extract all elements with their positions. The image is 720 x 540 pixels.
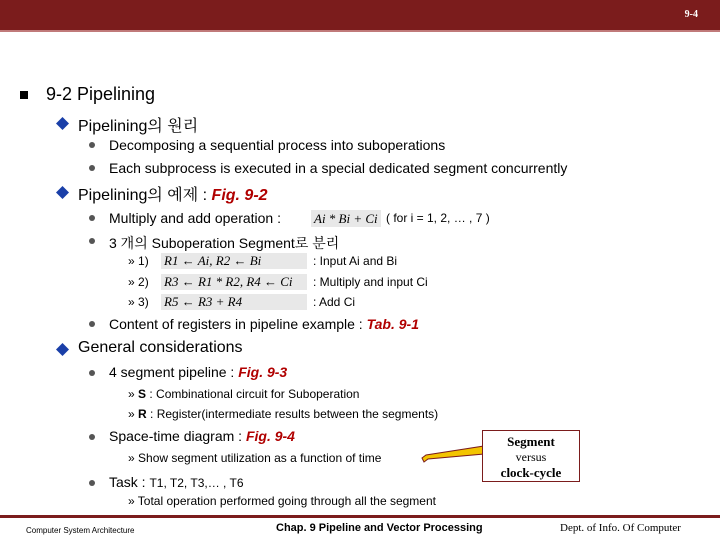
item-text: Task : (109, 474, 150, 490)
step-marker: » 1) (128, 254, 149, 268)
item-text: Space-time diagram : (109, 428, 246, 444)
sub-item-s: » S : Combinational circuit for Suboperation (128, 387, 360, 401)
segment-callout (482, 430, 580, 482)
sub-text: Show segment utilization as a function of time (138, 451, 382, 465)
diamond-bullet-icon (56, 343, 69, 356)
callout-arrow-icon (420, 444, 486, 464)
dot-bullet-icon (89, 321, 95, 327)
header-divider (0, 30, 720, 32)
list-item-pipeline (109, 364, 287, 380)
sub-text: Total operation performed going through all the segment (137, 494, 436, 508)
formula-box: Ai * Bi + Ci (311, 210, 381, 227)
callout-line: clock-cycle (500, 465, 562, 480)
section-heading-example (78, 182, 268, 205)
dot-bullet-icon (89, 142, 95, 148)
header-bar (0, 0, 720, 30)
step-marker: » 3) (128, 295, 149, 309)
formula-box: R3 ← R1 * R2, R4 ← Ci (161, 274, 307, 290)
callout-line: Segment (507, 434, 555, 449)
diamond-bullet-icon (56, 186, 69, 199)
sub-text: : Combinational circuit for Suboperation (146, 387, 360, 401)
list-item-spacetime (109, 428, 295, 444)
section-heading-principle: Pipelining의 원리 (78, 118, 199, 135)
sub-key: R (138, 407, 147, 421)
dot-bullet-icon (89, 238, 95, 244)
sub-key: S (138, 387, 147, 401)
step-description: : Add Ci (313, 295, 356, 309)
step-number: 2) (138, 275, 149, 289)
list-item-task (109, 474, 244, 490)
formula-box: R5 ← R3 + R4 (161, 294, 307, 310)
formula-box: R1 ← Ai, R2 ← Bi (161, 253, 307, 269)
figure-reference: Fig. 9-3 (238, 364, 288, 380)
footer-center: Chap. 9 Pipeline and Vector Processing (276, 522, 483, 534)
list-item-content (109, 316, 419, 332)
step-number: 3) (138, 295, 149, 309)
footer-divider (0, 515, 720, 518)
page-number: 9-4 (684, 9, 698, 20)
list-item-segments: 3 개의 Suboperation Segment로 분리 (109, 235, 340, 251)
step-marker: » 2) (128, 275, 149, 289)
dot-bullet-icon (89, 215, 95, 221)
square-bullet-icon (20, 91, 28, 99)
sub-item-spacetime: » Show segment utilization as a function of time (128, 451, 382, 465)
sub-text: : Register(intermediate results between the segments) (146, 407, 439, 421)
formula-range: ( for i = 1, 2, … , 7 ) (386, 211, 490, 225)
figure-reference: Fig. 9-4 (245, 428, 295, 444)
list-item: Each subprocess is executed in a special dedicated segment concurrently (109, 160, 568, 176)
footer-left: Computer System Architecture (26, 526, 135, 535)
figure-reference: Fig. 9-2 (211, 187, 268, 204)
step-number: 1) (138, 254, 149, 268)
sub-item-r: » R : Register(intermediate results between the segments) (128, 407, 439, 421)
dot-bullet-icon (89, 370, 95, 376)
slide-title: 9-2 Pipelining (46, 84, 156, 104)
item-text: 4 segment pipeline : (109, 364, 239, 380)
step-description: : Multiply and input Ci (313, 275, 428, 289)
section-heading-general: General considerations (78, 339, 243, 356)
dot-bullet-icon (89, 480, 95, 486)
step-description: : Input Ai and Bi (313, 254, 398, 268)
list-item: Decomposing a sequential process into suboperations (109, 137, 446, 153)
sub-item-task: » Total operation performed going through all the segment (128, 494, 436, 508)
task-values: T1, T2, T3,… , T6 (149, 476, 244, 490)
diamond-bullet-icon (56, 117, 69, 130)
table-reference: Tab. 9-1 (366, 316, 419, 332)
heading-text: Pipelining의 예제 : (78, 187, 212, 204)
callout-line: versus (515, 450, 547, 464)
footer-right: Dept. of Info. Of Computer (560, 522, 681, 534)
dot-bullet-icon (89, 434, 95, 440)
item-text: Content of registers in pipeline example : (109, 316, 367, 332)
dot-bullet-icon (89, 165, 95, 171)
list-item-multiply: Multiply and add operation : (109, 210, 281, 226)
